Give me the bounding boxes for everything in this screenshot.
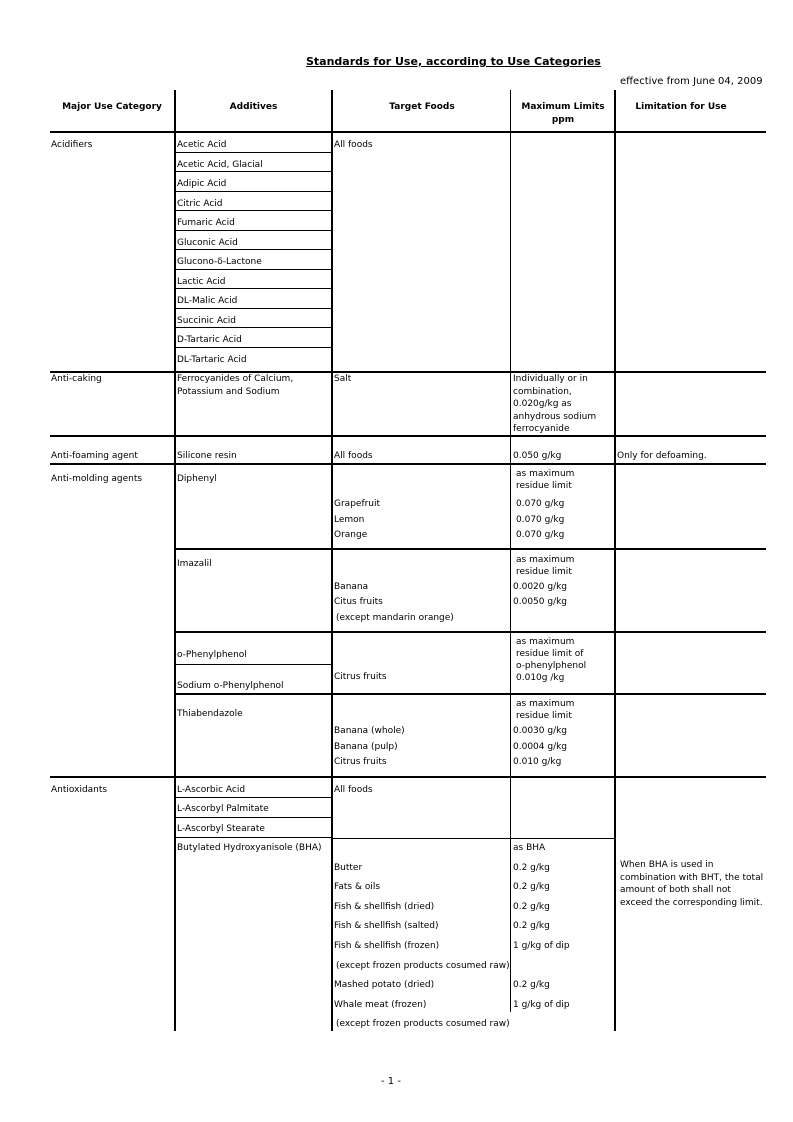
max-note: as BHA — [513, 843, 546, 853]
max-limit: 0.0030 g/kg — [513, 726, 568, 736]
additive-item: L-Ascorbyl Palmitate — [177, 804, 269, 814]
limitation: When BHA is used in combination with BHT, the total amount of both shall not exceed the corresponding limit. — [620, 860, 764, 908]
header-additives: Additives — [229, 102, 278, 112]
row-separator — [175, 249, 331, 250]
row-separator — [175, 837, 331, 838]
column-divider — [614, 90, 616, 1031]
additive-item: Succinic Acid — [177, 316, 236, 326]
target-food-note: (except frozen products cosumed raw) — [336, 1019, 510, 1029]
target-food: Citrus fruits — [334, 672, 387, 682]
additive-item: Imazalil — [177, 559, 212, 569]
section-rule — [50, 435, 766, 437]
target-food: Banana (whole) — [334, 726, 405, 736]
max-limit: 0.2 g/kg — [513, 863, 550, 873]
section-rule — [50, 776, 766, 778]
target-food: Fish & shellfish (frozen) — [334, 941, 440, 951]
additive-item: Sodium o-Phenylphenol — [177, 681, 284, 691]
target-food: Mashed potato (dried) — [334, 980, 435, 990]
max-limit: 0.070 g/kg — [516, 499, 565, 509]
page-title: Standards for Use, according to Use Categories — [306, 55, 601, 68]
target-food: Grapefruit — [334, 499, 381, 509]
row-separator — [331, 838, 614, 839]
header-category: Major Use Category — [62, 102, 162, 112]
category-anticaking: Anti-caking — [51, 374, 102, 384]
additive-item: Acetic Acid, Glacial — [177, 160, 263, 170]
section-rule — [50, 371, 766, 373]
max-limit: 0.2 g/kg — [513, 902, 550, 912]
target-food: Citus fruits — [334, 597, 383, 607]
column-divider — [174, 90, 176, 1031]
target-food: Banana (pulp) — [334, 742, 398, 752]
target-food: Lemon — [334, 515, 365, 525]
max-note: residue limit of — [516, 649, 584, 659]
category-acidifiers: Acidifiers — [51, 140, 93, 150]
max-limit: 0.010 g/kg — [513, 757, 562, 767]
max-limit: 0.010g /kg — [516, 673, 565, 683]
column-divider — [331, 90, 333, 1031]
column-divider — [510, 90, 511, 1012]
row-separator — [175, 817, 331, 818]
max-limit: 1 g/kg of dip — [513, 1000, 570, 1010]
max-limit: 0.050 g/kg — [513, 451, 562, 461]
additive-item: Ferrocyanides of Calcium, Potassium and Sodium — [177, 374, 294, 397]
target-food: Orange — [334, 530, 368, 540]
row-separator — [175, 171, 331, 172]
max-limit: 0.2 g/kg — [513, 882, 550, 892]
additive-item: L-Ascorbyl Stearate — [177, 824, 265, 834]
row-separator — [175, 797, 331, 798]
category-antimolding: Anti-molding agents — [51, 474, 143, 484]
max-limit: 0.0050 g/kg — [513, 597, 568, 607]
additive-item: Thiabendazole — [177, 709, 243, 719]
target-food: Fats & oils — [334, 882, 381, 892]
target-food: Salt — [334, 374, 352, 384]
category-antioxidants: Antioxidants — [51, 785, 108, 795]
target-food-note: (except frozen products cosumed raw) — [336, 961, 510, 971]
target-food: All foods — [334, 785, 373, 795]
additive-item: Acetic Acid — [177, 140, 227, 150]
max-limit: 0.070 g/kg — [516, 530, 565, 540]
row-separator — [175, 152, 331, 153]
header-max-limits: Maximum Limits — [521, 102, 605, 112]
max-limit: 0.0004 g/kg — [513, 742, 568, 752]
additive-item: Diphenyl — [177, 474, 217, 484]
additive-item: Gluconic Acid — [177, 238, 238, 248]
subsection-rule — [175, 693, 766, 695]
max-note: as maximum — [516, 699, 575, 709]
subsection-rule — [175, 548, 766, 550]
row-separator — [175, 308, 331, 309]
max-limit: 1 g/kg of dip — [513, 941, 570, 951]
max-limit: 0.2 g/kg — [513, 980, 550, 990]
limitation: Only for defoaming. — [617, 451, 707, 461]
row-separator — [175, 230, 331, 231]
max-note: residue limit — [516, 711, 572, 721]
max-note: as maximum — [516, 555, 575, 565]
max-limit: 0.070 g/kg — [516, 515, 565, 525]
target-food: Banana — [334, 582, 369, 592]
additive-item: Citric Acid — [177, 199, 223, 209]
header-limitation: Limitation for Use — [635, 102, 727, 112]
additive-item: Butylated Hydroxyanisole (BHA) — [177, 843, 322, 853]
row-separator — [175, 288, 331, 289]
additive-item: DL-Tartaric Acid — [177, 355, 247, 365]
row-separator — [175, 210, 331, 211]
additive-item: DL-Malic Acid — [177, 296, 238, 306]
target-food: Whale meat (frozen) — [334, 1000, 427, 1010]
category-antifoaming: Anti-foaming agent — [51, 451, 138, 461]
target-food: Fish & shellfish (salted) — [334, 921, 439, 931]
target-food: All foods — [334, 140, 373, 150]
row-separator — [175, 191, 331, 192]
row-separator — [175, 327, 331, 328]
row-separator — [175, 347, 331, 348]
header-target-foods: Target Foods — [389, 102, 455, 112]
target-food-note: (except mandarin orange) — [336, 613, 454, 623]
additive-item: D-Tartaric Acid — [177, 335, 242, 345]
target-food: Butter — [334, 863, 363, 873]
max-note: residue limit — [516, 481, 572, 491]
page-number: - 1 - — [381, 1076, 401, 1087]
additive-item: L-Ascorbic Acid — [177, 785, 246, 795]
target-food: All foods — [334, 451, 373, 461]
max-limit: 0.2 g/kg — [513, 921, 550, 931]
max-note: as maximum — [516, 637, 575, 647]
header-rule — [50, 131, 766, 133]
additive-item: Lactic Acid — [177, 277, 226, 287]
target-food: Citrus fruits — [334, 757, 387, 767]
row-separator — [175, 664, 331, 665]
max-note: as maximum — [516, 469, 575, 479]
additive-item: Silicone resin — [177, 451, 237, 461]
max-limit: 0.0020 g/kg — [513, 582, 568, 592]
subsection-rule — [175, 631, 766, 633]
additive-item: Adipic Acid — [177, 179, 227, 189]
effective-date: effective from June 04, 2009 — [620, 76, 763, 87]
max-limit: Individually or in combination, 0.020g/kg as anhydrous sodium ferrocyanide — [513, 374, 597, 434]
additive-item: o-Phenylphenol — [177, 650, 247, 660]
max-note: residue limit — [516, 567, 572, 577]
row-separator — [175, 269, 331, 270]
additive-item: Glucono-δ-Lactone — [177, 257, 262, 267]
additive-item: Fumaric Acid — [177, 218, 235, 228]
target-food: Fish & shellfish (dried) — [334, 902, 435, 912]
max-note: o-phenylphenol — [516, 661, 587, 671]
header-max-unit: ppm — [551, 115, 575, 125]
section-rule — [50, 463, 766, 465]
